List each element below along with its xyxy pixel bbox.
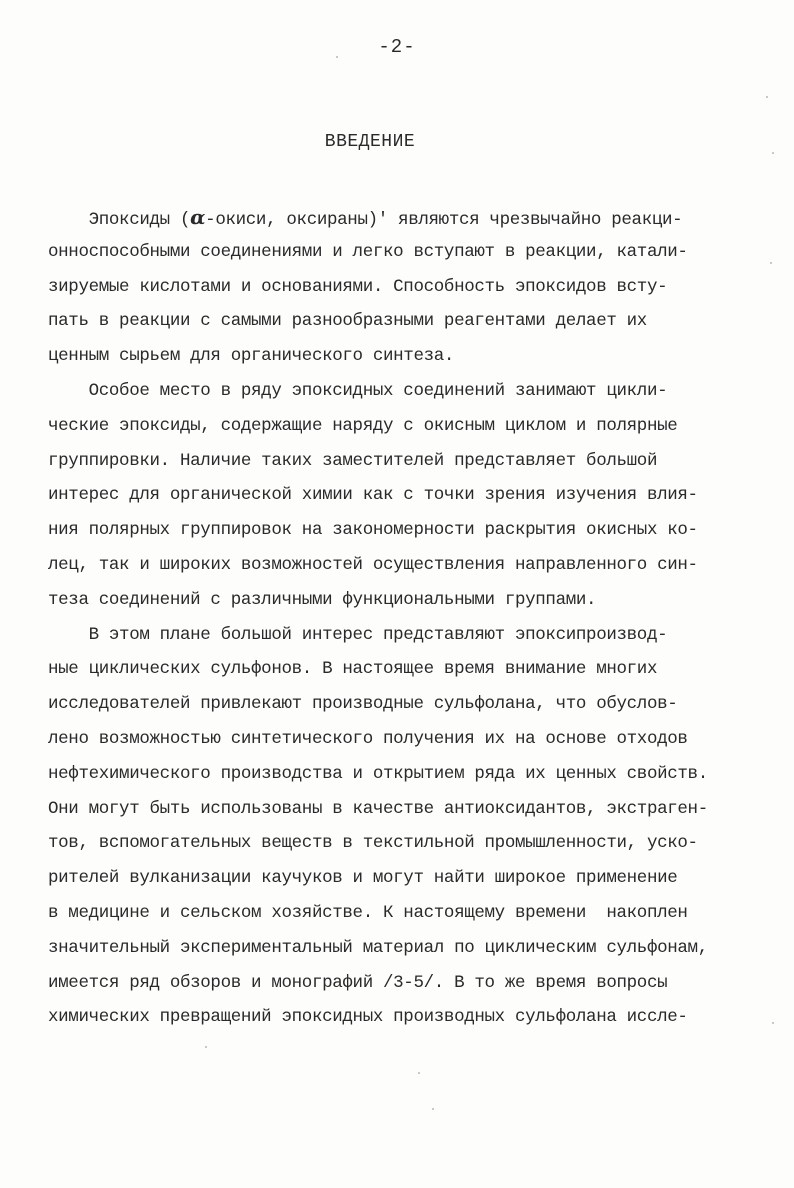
text-line: интерес для органической химии как с точки зрения изучения влия-	[48, 485, 698, 506]
text-segment: Эпоксиды (	[48, 210, 191, 230]
text-line: группировки. Наличие таких заместителей представляет большой	[48, 450, 658, 471]
text-line: В этом плане большой интерес представляют эпоксипроизвод-	[48, 624, 668, 645]
text-line: в медицине и сельском хозяйстве. К настоящему времени накоплен	[48, 902, 688, 923]
text-line: Особое место в ряду эпоксидных соединений занимают цикли-	[48, 380, 668, 401]
body-text	[48, 200, 768, 1035]
text-line: химических превращений эпоксидных производных сульфолана иссле-	[48, 1007, 688, 1028]
paragraph-3	[48, 618, 768, 1036]
text-line: ния полярных группировок на закономерности раскрытия окисных ко-	[48, 520, 698, 541]
scan-speck	[205, 1046, 207, 1048]
text-line: рителей вулканизации каучуков и могут найти широкое применение	[48, 868, 678, 889]
text-line: ческие эпоксиды, содержащие наряду с окисным циклом и полярные	[48, 415, 678, 436]
scan-speck	[766, 96, 768, 98]
scan-speck	[418, 1072, 420, 1074]
text-line	[48, 200, 768, 235]
scan-speck	[772, 1022, 774, 1024]
text-line: лено возможностью синтетического получения их на основе отходов	[48, 728, 688, 749]
text-line: пать в реакции с самыми разнообразными реагентами делает их	[48, 311, 647, 332]
text-line: исследователей привлекают производные сульфолана, что обуслов-	[48, 694, 678, 715]
text-line: онноспособными соединениями и легко вступают в реакции, катали-	[48, 241, 688, 262]
text-line: значительный экспериментальный материал по циклическим сульфонам,	[48, 937, 708, 958]
scan-speck	[432, 1108, 434, 1110]
paragraph-1	[48, 200, 768, 374]
text-line: лец, так и широких возможностей осуществления направленного син-	[48, 554, 698, 575]
alpha-symbol: α	[190, 205, 206, 229]
text-line: тов, вспомогательных веществ в текстильной промышленности, уско-	[48, 833, 698, 854]
text-line: Они могут быть использованы в качестве антиоксидантов, экстраген-	[48, 798, 708, 819]
text-line: ные циклических сульфонов. В настоящее время внимание многих	[48, 659, 658, 680]
page-number: -2-	[378, 36, 416, 58]
paragraph-2	[48, 374, 768, 618]
text-segment: -окиси, оксираны)' являются чрезвычайно реакци-	[205, 210, 683, 230]
text-line: зируемые кислотами и основаниями. Способность эпоксидов всту-	[48, 276, 668, 297]
text-line: ценным сырьем для органического синтеза.	[48, 346, 455, 367]
section-heading: ВВЕДЕНИЕ	[324, 132, 416, 152]
text-line: имеется ряд обзоров и монографий /3-5/. В то же время вопросы	[48, 972, 668, 993]
scan-speck	[336, 56, 338, 58]
scan-speck	[772, 152, 774, 154]
text-line: теза соединений с различными функциональными группами.	[48, 589, 597, 610]
scan-speck	[770, 262, 772, 264]
text-line: нефтехимического производства и открытием ряда их ценных свойств.	[48, 763, 708, 784]
